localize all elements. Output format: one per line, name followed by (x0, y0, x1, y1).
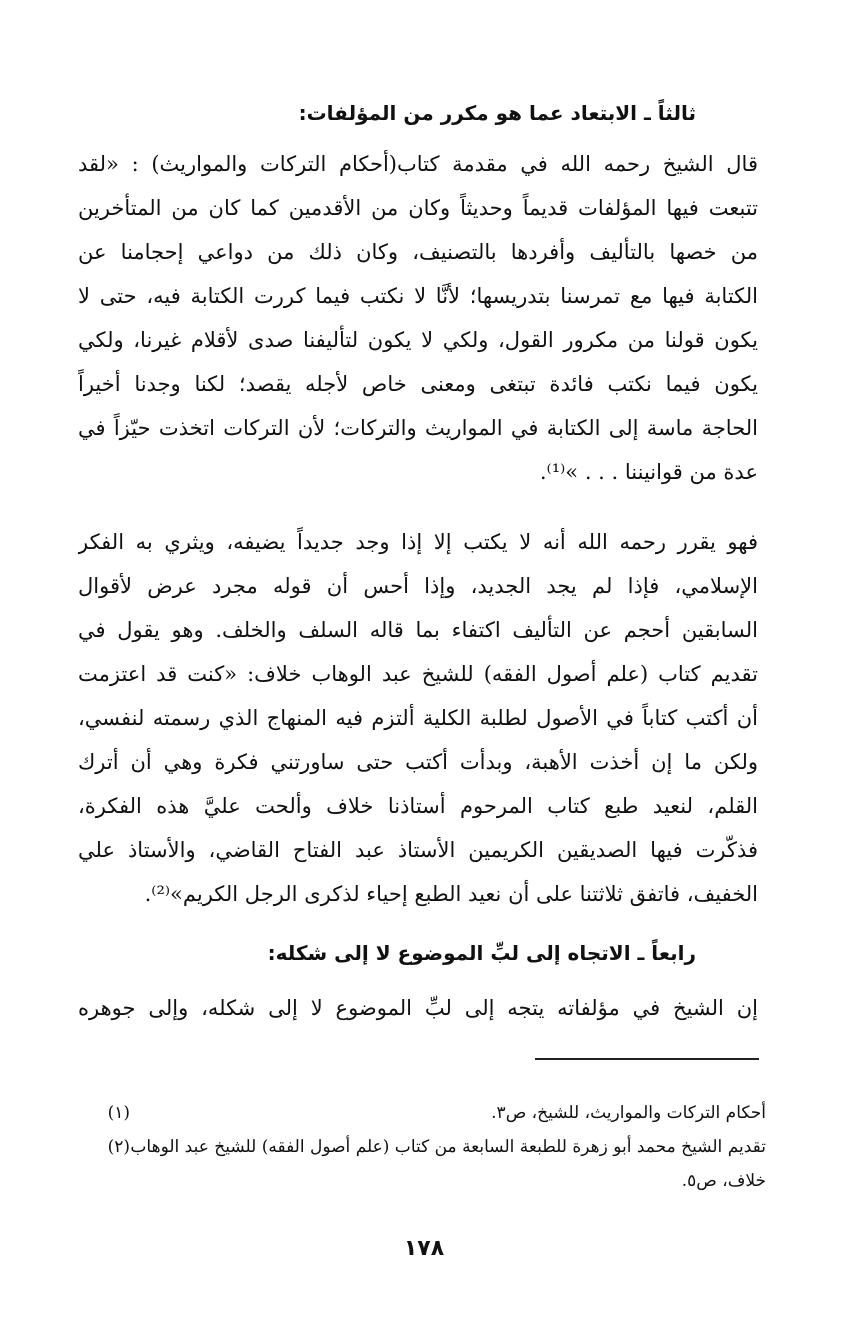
paragraph-substance (78, 986, 758, 1030)
text-line: أن أكتب كتاباً في الأصول لطلبة الكلية ألتزم فيه المنهاج الذي رسمته لنفسي، (78, 706, 758, 730)
text-line: تتبعت فيها المؤلفات قديماً وحديثاً وكان من الأقدمين كما كان من المتأخرين (78, 196, 758, 220)
text-line: ولكن ما إن أخذت الأهبة، وبدأت أكتب حتى ساورتني فكرة وهي أن أترك (78, 750, 758, 774)
footnotes (78, 1096, 766, 1198)
text-line: يكون فيما نكتب فائدة تبتغى ومعنى خاص لأجله يقصد؛ لكنا وجدنا أخيراً (78, 372, 758, 396)
text-line: فذكّرت فيها الصديقين الكريمين الأستاذ عبد الفتاح القاضي، والأستاذ علي (78, 838, 758, 862)
section-heading-fourth: رابعاً ـ الاتجاه إلى لبِّ الموضوع لا إلى شكله: (267, 941, 696, 965)
text-line: القلم، لنعيد طبع كتاب المرحوم أستاذنا خلاف وألحت عليَّ هذه الفكرة، (78, 794, 758, 818)
text-line: إن الشيخ في مؤلفاته يتجه إلى لبِّ الموضوع لا إلى شكله، وإلى جوهره (78, 996, 758, 1020)
text-line: يكون قولنا من مكرور القول، ولكي لا يكون لتأليفنا صدى لأقلام غيرنا، ولكي (78, 328, 758, 352)
footnote-2 (78, 1130, 766, 1198)
footnote-divider (535, 1058, 759, 1060)
page-number: ١٧٨ (403, 1236, 445, 1261)
footnote-1 (78, 1096, 766, 1130)
text-line: الإسلامي، فإذا لم يجد الجديد، وإذا أحس أن قوله مجرد عرض لأقوال (78, 574, 758, 598)
section-heading-third: ثالثاً ـ الابتعاد عما هو مكرر من المؤلفات: (298, 101, 696, 125)
footnote-marker: (١) (107, 1103, 130, 1123)
text-line: الخفيف، فاتفق ثلاثتنا على أن نعيد الطبع إحياء لذكرى الرجل الكريم»⁽²⁾. (144, 882, 758, 906)
text-line: الحاجة ماسة إلى الكتابة في المواريث والتركات؛ لأن التركات اتخذت حيّزاً في (78, 416, 758, 440)
footnote-text: تقديم الشيخ محمد أبو زهرة للطبعة السابعة من كتاب (علم أصول الفقه) للشيخ عبد الوهاب خلاف، ص٥. (130, 1137, 766, 1191)
paragraph-quote-inheritance (78, 142, 758, 494)
text-line: من خصها بالتأليف وأفردها بالتصنيف، وكان ذلك من دواعي إحجامنا عن (78, 240, 758, 264)
text-line: تقديم كتاب (علم أصول الفقه) للشيخ عبد الوهاب خلاف: «كنت قد اعتزمت (78, 662, 758, 686)
text-line: قال الشيخ رحمه الله في مقدمة كتاب(أحكام التركات والمواريث) : «لقد (78, 152, 758, 176)
paragraph-usul-alfiqh (78, 520, 758, 916)
footnote-marker: (٢) (107, 1137, 130, 1157)
text-line: عدة من قوانيننا . . . »⁽¹⁾. (539, 460, 758, 484)
text-line: الكتابة فيها مع تمرسنا بتدريسها؛ لأنَّا لا نكتب فيما كررت الكتابة فيه، حتى لا (78, 284, 758, 308)
text-line: فهو يقرر رحمه الله أنه لا يكتب إلا إذا وجد جديداً يضيفه، ويثري به الفكر (78, 530, 758, 554)
text-line: السابقين أحجم عن التأليف اكتفاء بما قاله السلف والخلف. وهو يقول في (78, 618, 758, 642)
footnote-text: أحكام التركات والمواريث، للشيخ، ص٣. (491, 1103, 766, 1123)
